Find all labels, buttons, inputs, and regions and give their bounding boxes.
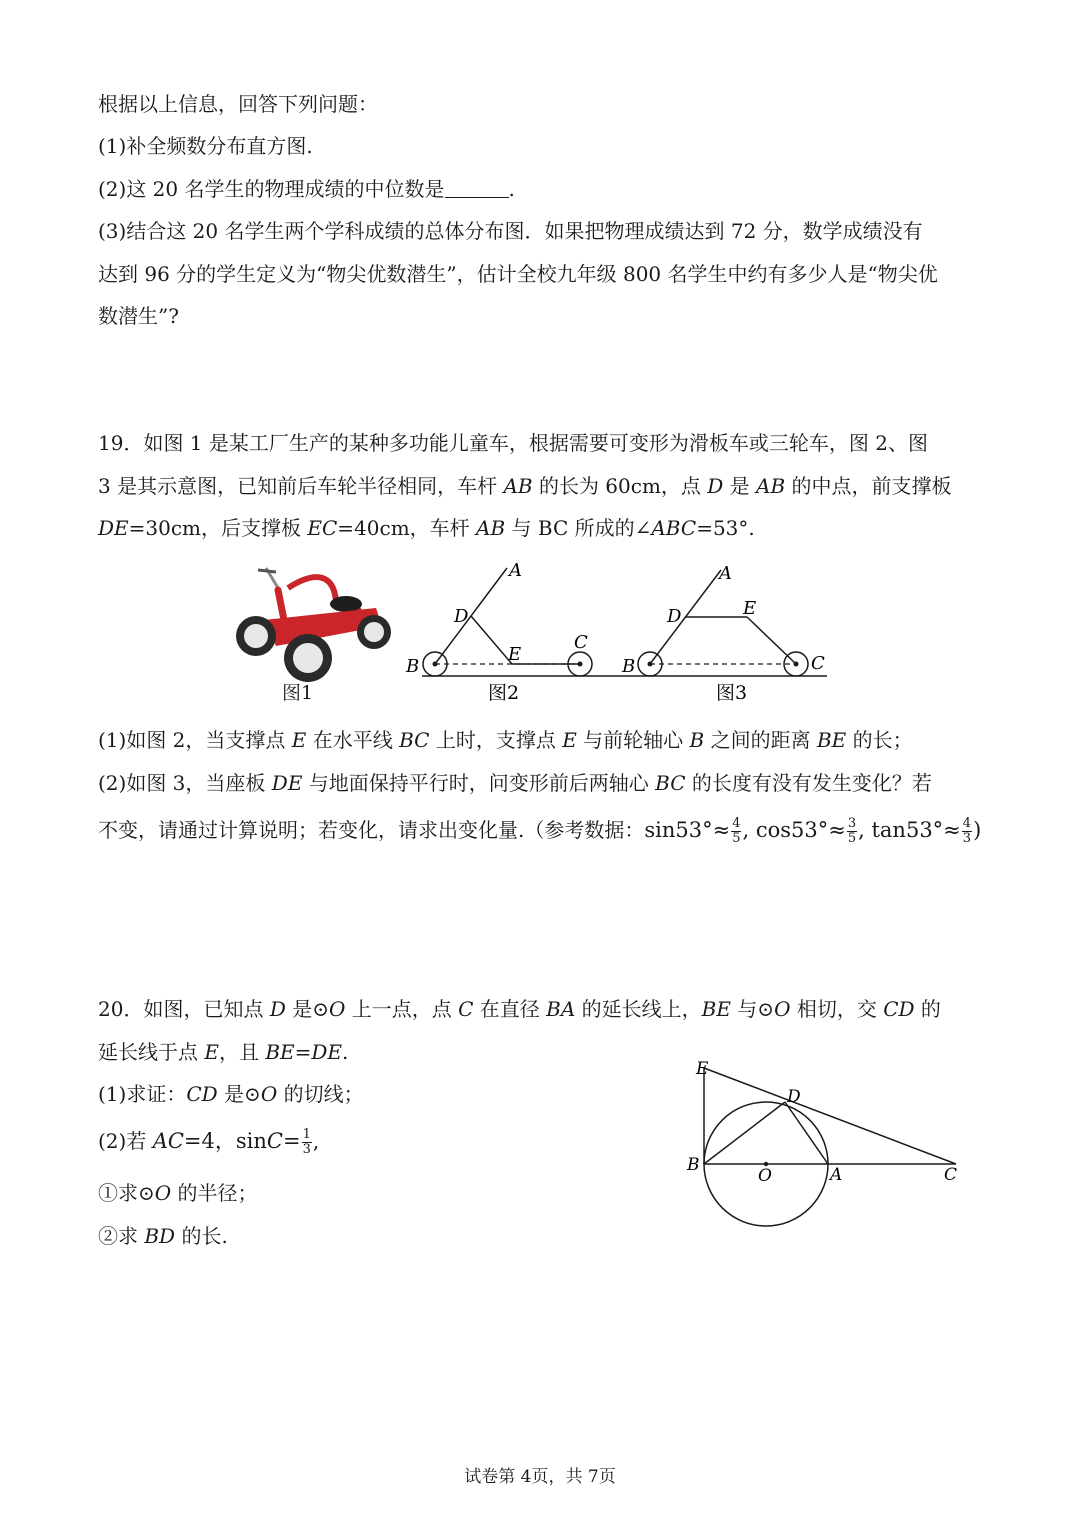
fig1-tricycle-image <box>226 560 398 710</box>
page-footer: 试卷第 4页，共 7页 <box>464 1467 616 1487</box>
label-c: C <box>574 632 588 653</box>
cos-fraction: $\frac{3}{5}$ <box>847 816 857 846</box>
fig1-caption: 图1 <box>282 682 314 704</box>
fig2-caption: 图2 <box>488 682 520 704</box>
label-d: D <box>787 1087 801 1107</box>
q19-sub1: (1)如图 2，当支撑点 E 在水平线 BC 上时，支撑点 E 与前轮轴心 B 之间的距离 BE 的长； <box>98 728 913 752</box>
label-e: E <box>508 644 522 665</box>
fig3-caption: 图3 <box>716 682 748 704</box>
ec-support <box>747 617 796 664</box>
fig3-diagram <box>615 556 830 706</box>
q18-part3-line3: 数潜生”? <box>98 304 179 328</box>
cos-ref: , cos53°≈ <box>742 818 846 842</box>
sin-ref: sin53°≈ <box>644 818 731 842</box>
q18-part2: (2)这 20 名学生的物理成绩的中位数是 . <box>98 177 515 201</box>
label-c: C <box>811 653 825 674</box>
segment-bd <box>704 1102 785 1164</box>
q19-line2: 3 是其示意图，已知前后车轮半径相同，车杆 AB 的长为 60cm，点 D 是 AB 的中点，前支撑板 <box>98 474 952 498</box>
q20-part2: (2)若 AC=4，sinC= $\frac{1}{3}$ , <box>98 1127 320 1157</box>
q20-line1: 20．如图，已知点 D 是⊙O 上一点，点 C 在直径 BA 的延长线上，BE 与⊙O 相切，交 CD 的 <box>98 997 941 1021</box>
q20-part1: (1)求证：CD 是⊙O 的切线； <box>98 1082 364 1106</box>
answer-blank[interactable] <box>445 177 509 198</box>
tan-ref: , tan53°≈ <box>858 818 961 842</box>
q18-part3-line2: 达到 96 分的学生定义为“物尖优数潜生”，估计全校九年级 800 名学生中约有多少人是“物尖优 <box>98 262 938 286</box>
q18-part1: (1)补全频数分布直方图. <box>98 134 313 158</box>
sin-fraction: $\frac{4}{5}$ <box>732 816 741 846</box>
segment-da <box>785 1102 828 1164</box>
label-o: O <box>758 1166 772 1186</box>
tan-fraction: $\frac{4}{3}$ <box>962 816 972 846</box>
label-d: D <box>454 606 469 627</box>
q19-sub2-line1: (2)如图 3，当座板 DE 与地面保持平行时，问变形前后两轴心 BC 的长度有没有发生变化？若 <box>98 771 932 795</box>
q20-line2: 延长线于点 E，且 BE=DE. <box>98 1040 349 1064</box>
sinc-fraction: $\frac{1}{3}$ <box>302 1127 311 1157</box>
label-e: E <box>743 598 757 619</box>
label-a: A <box>719 563 732 584</box>
label-b: B <box>406 656 420 677</box>
q19-line3: DE=30cm，后支撑板 EC=40cm，车杆 AB 与 BC 所成的∠ABC=53°. <box>98 516 755 540</box>
fig2-diagram <box>400 556 615 706</box>
q18-intro: 根据以上信息，回答下列问题： <box>98 92 378 116</box>
q18-part3-line1: (3)结合这 20 名学生两个学科成绩的总体分布图．如果把物理成绩达到 72 分，数学成绩没有 <box>98 219 923 243</box>
label-e: E <box>696 1059 709 1079</box>
q19-line1: 19．如图 1 是某工厂生产的某种多功能儿童车，根据需要可变形为滑板车或三轮车，图 2、图 <box>98 431 928 455</box>
label-d: D <box>667 606 682 627</box>
label-a: A <box>509 560 522 581</box>
label-a: A <box>830 1165 843 1185</box>
q20-circle-diagram <box>680 1052 980 1232</box>
tricycle-drawing <box>236 568 391 682</box>
label-c: C <box>944 1165 958 1185</box>
line-ec <box>704 1068 956 1164</box>
q20-part2-i: ①求⊙O 的半径； <box>98 1181 258 1205</box>
label-b: B <box>687 1155 700 1175</box>
de-support <box>471 616 512 664</box>
q19-sub2-line2: 不变，请通过计算说明；若变化，请求出变化量.（参考数据：sin53°≈ $\frac{4}{5}$ , cos53°≈ $\frac{3}{5}$ , tan53°≈ $\frac{4}{3}$ ) <box>98 816 982 846</box>
q20-part2-ii: ②求 BD 的长. <box>98 1224 228 1248</box>
label-b: B <box>622 656 636 677</box>
